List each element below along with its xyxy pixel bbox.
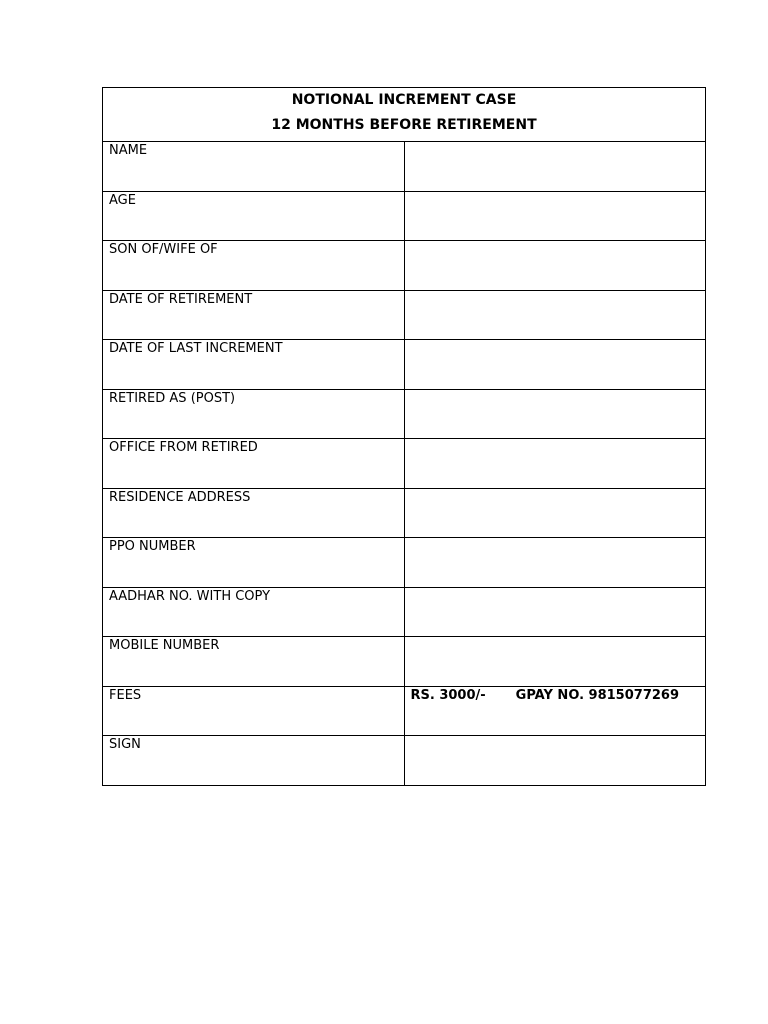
residence-address-field[interactable] <box>404 488 706 538</box>
name-field[interactable] <box>404 142 706 192</box>
label-cell-fees <box>103 686 405 736</box>
label-aadhar-no: AADHAR NO. WITH COPY <box>109 588 271 604</box>
date-of-retirement-field[interactable] <box>404 290 706 340</box>
ppo-number-field[interactable] <box>404 538 706 588</box>
label-cell-mobile-number <box>103 637 405 687</box>
row-son-wife-of <box>103 241 706 291</box>
label-son-wife-of: SON OF/WIFE OF <box>109 242 218 257</box>
fees-value-cell <box>404 686 706 736</box>
label-cell-ppo-number <box>103 538 405 588</box>
label-cell-sign <box>103 736 405 786</box>
aadhar-no-field[interactable] <box>404 587 706 637</box>
fees-amount: RS. 3000/- <box>410 687 486 703</box>
row-mobile-number <box>103 637 706 687</box>
row-residence-address <box>103 488 706 538</box>
label-residence-address: RESIDENCE ADDRESS <box>109 489 251 505</box>
label-name: NAME <box>109 143 148 158</box>
mobile-number-field[interactable] <box>404 637 706 687</box>
label-cell-name <box>103 142 405 192</box>
label-date-of-retirement: DATE OF RETIREMENT <box>109 291 253 307</box>
fees-value <box>405 687 706 704</box>
gpay-number: GPAY NO. 9815077269 <box>515 687 679 703</box>
form-subtitle: 12 MONTHS BEFORE RETIREMENT <box>271 117 537 133</box>
office-from-retired-field[interactable] <box>404 439 706 489</box>
label-date-of-last-increment: DATE OF LAST INCREMENT <box>109 341 283 356</box>
row-age <box>103 191 706 241</box>
date-of-last-increment-field[interactable] <box>404 340 706 390</box>
label-office-from-retired: OFFICE FROM RETIRED <box>109 440 258 455</box>
label-cell-date-of-last-increment <box>103 340 405 390</box>
label-sign: SIGN <box>109 737 141 752</box>
form-header-row <box>103 88 706 142</box>
row-date-of-last-increment <box>103 340 706 390</box>
row-aadhar-no <box>103 587 706 637</box>
label-cell-date-of-retirement <box>103 290 405 340</box>
label-fees: FEES <box>109 687 142 703</box>
label-cell-residence-address <box>103 488 405 538</box>
retired-as-post-field[interactable] <box>404 389 706 439</box>
son-wife-of-field[interactable] <box>404 241 706 291</box>
row-ppo-number <box>103 538 706 588</box>
row-date-of-retirement <box>103 290 706 340</box>
label-cell-office-from-retired <box>103 439 405 489</box>
label-cell-son-wife-of <box>103 241 405 291</box>
row-name <box>103 142 706 192</box>
age-field[interactable] <box>404 191 706 241</box>
form-header <box>103 88 706 142</box>
label-age: AGE <box>109 192 136 208</box>
label-cell-aadhar-no <box>103 587 405 637</box>
form-title: NOTIONAL INCREMENT CASE <box>291 92 517 108</box>
label-mobile-number: MOBILE NUMBER <box>109 638 220 653</box>
row-fees <box>103 686 706 736</box>
label-cell-retired-as-post <box>103 389 405 439</box>
row-retired-as-post <box>103 389 706 439</box>
label-retired-as-post: RETIRED AS (POST) <box>109 390 236 406</box>
row-office-from-retired <box>103 439 706 489</box>
row-sign <box>103 736 706 786</box>
label-ppo-number: PPO NUMBER <box>109 539 196 554</box>
notional-increment-form <box>102 87 706 786</box>
sign-field[interactable] <box>404 736 706 786</box>
label-cell-age <box>103 191 405 241</box>
